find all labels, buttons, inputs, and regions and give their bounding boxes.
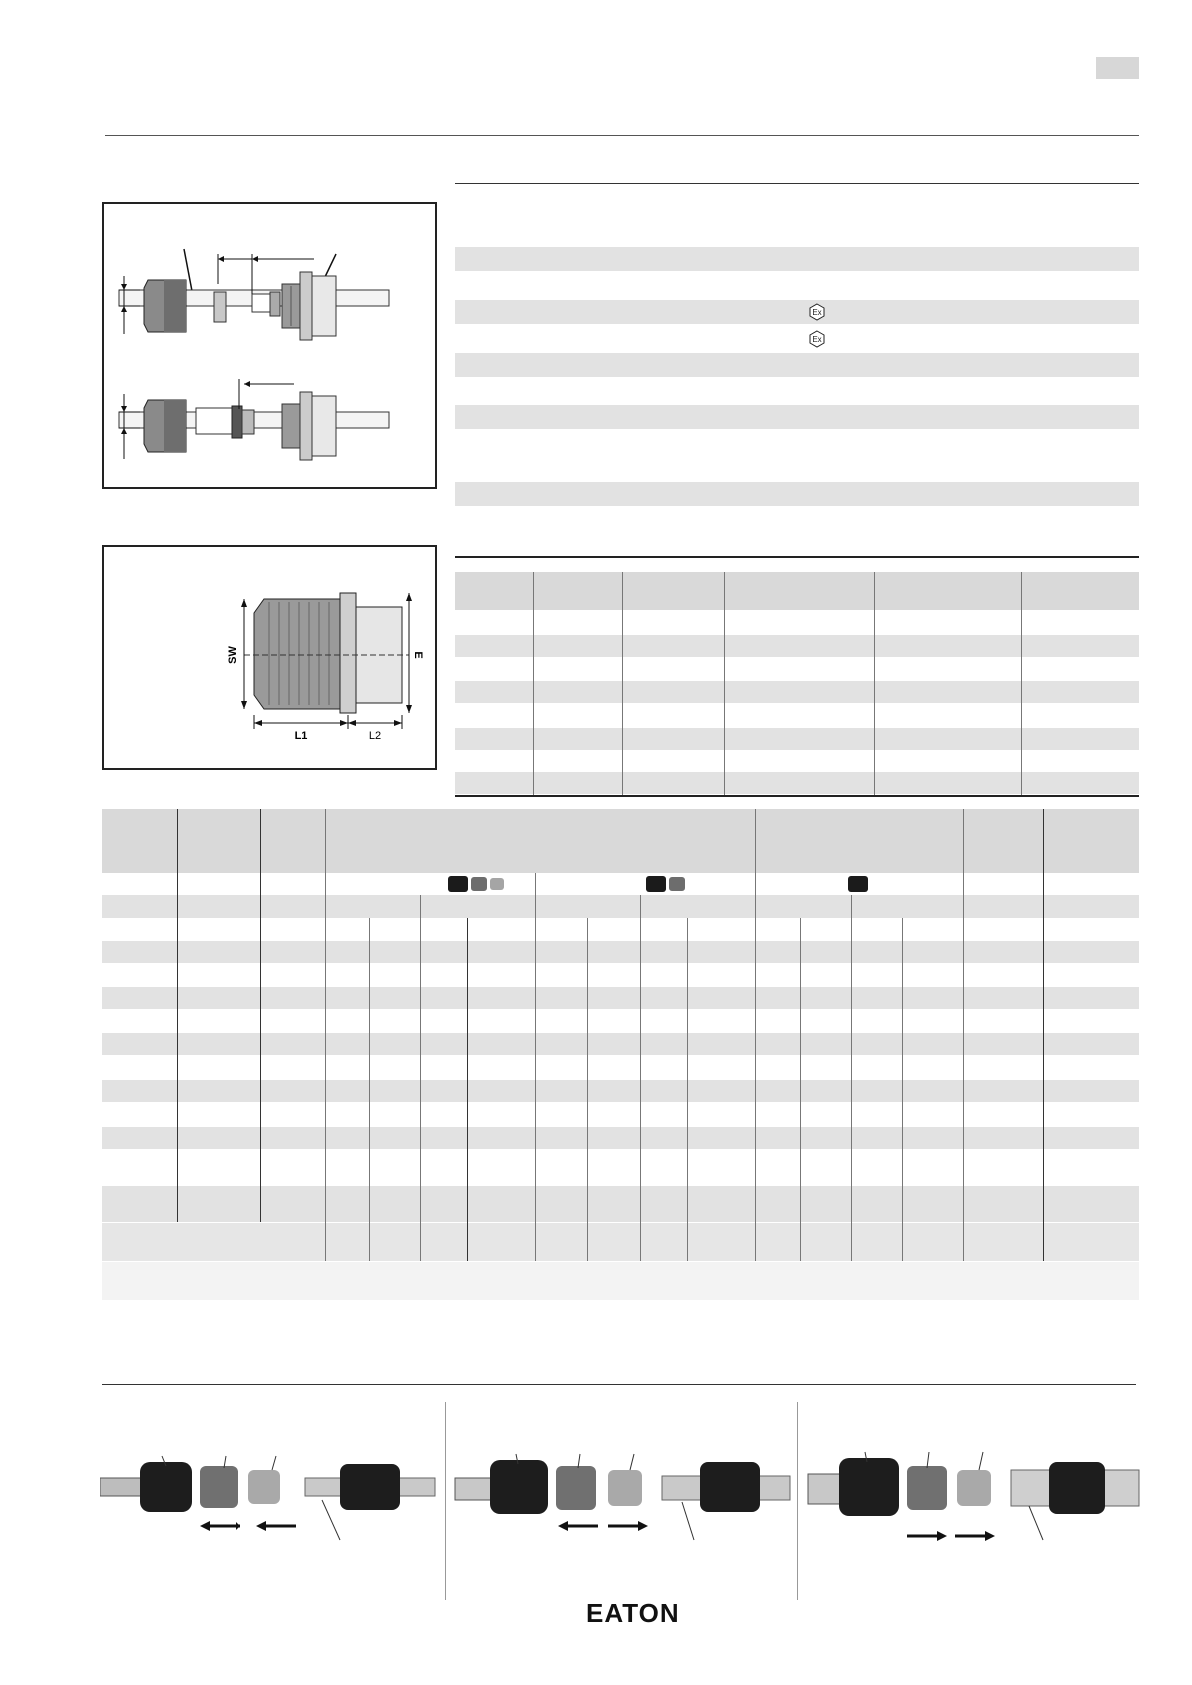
- mid-table-col-divider: [622, 572, 623, 795]
- mid-table-row-band: [455, 728, 1139, 750]
- mid-table-col-divider: [533, 572, 534, 795]
- mid-table-header-band: [455, 572, 1139, 610]
- ex-hexagon-icon: [808, 330, 826, 348]
- main-table-col-divider: [851, 895, 852, 1261]
- upper-table-row-band: [455, 247, 1139, 271]
- mid-table-col-divider: [1021, 572, 1022, 795]
- mid-table-row-band: [455, 635, 1139, 657]
- main-table-col-divider: [369, 918, 370, 1261]
- mid-table-row-band: [455, 772, 1139, 794]
- assembly-diagram: [104, 204, 435, 487]
- ex-hexagon-icon: [808, 303, 826, 321]
- dimension-l1-label: L1: [294, 730, 308, 742]
- seal-insertion-step-3: [803, 1440, 1143, 1550]
- header-rule: [105, 135, 1139, 136]
- mid-table-row-band: [455, 681, 1139, 703]
- mid-table-col-divider: [724, 572, 725, 795]
- main-table-col-divider: [902, 918, 903, 1261]
- main-table-col-divider: [800, 918, 801, 1261]
- dimension-sw-label: SW: [227, 646, 239, 664]
- dimension-l2-label: L2: [368, 730, 382, 742]
- main-table-note-band: [102, 1262, 1139, 1300]
- main-table-row-band: [102, 1186, 1139, 1222]
- main-table-col-divider: [325, 809, 326, 1261]
- seal-insert-pair-icon: [644, 873, 690, 895]
- upper-table-row-band: [455, 300, 1139, 324]
- ex-symbol-text: Ex: [812, 335, 822, 344]
- main-table-col-divider: [420, 895, 421, 1261]
- main-table-col-divider: [755, 809, 756, 1261]
- main-table-col-divider: [260, 809, 261, 1222]
- seal-insertion-step-2: [450, 1440, 795, 1550]
- seal-insertion-step-1: [100, 1440, 440, 1550]
- eaton-logo: EATON: [586, 1598, 680, 1628]
- main-table-col-divider: [963, 809, 964, 1261]
- illustration-divider: [797, 1402, 798, 1600]
- main-table-row-band: [102, 1127, 1139, 1149]
- main-table-col-divider: [687, 918, 688, 1261]
- illustration-divider: [445, 1402, 446, 1600]
- main-table-col-divider: [587, 918, 588, 1261]
- main-table-row-band: [102, 941, 1139, 963]
- upper-table-row-band: [455, 405, 1139, 429]
- upper-table-row-band: [455, 482, 1139, 506]
- seal-insert-single-icon: [846, 873, 870, 895]
- dimension-diagram-frame: [102, 545, 437, 770]
- main-table-footer-band: [102, 1223, 1139, 1261]
- main-table-col-divider: [467, 918, 468, 1261]
- main-table-row-band: [102, 895, 1139, 918]
- mid-table-bottom-rule: [455, 795, 1139, 797]
- mid-table-col-divider: [874, 572, 875, 795]
- main-table-row-band: [102, 1080, 1139, 1102]
- main-table-row-band: [102, 1033, 1139, 1055]
- upper-table-row-band: [455, 353, 1139, 377]
- main-table-col-divider: [1043, 809, 1044, 1261]
- assembly-diagram-frame: [102, 202, 437, 489]
- main-table-col-divider: [535, 873, 536, 1261]
- ex-symbol-text: Ex: [812, 308, 822, 317]
- seal-insert-set-icon: [446, 873, 508, 895]
- dimension-drawing: [104, 547, 435, 768]
- main-table-header-band: [102, 809, 1139, 873]
- mid-table-top-rule: [455, 556, 1139, 558]
- illustration-section-rule: [102, 1384, 1136, 1385]
- main-table-col-divider: [640, 895, 641, 1261]
- main-table-row-band: [102, 987, 1139, 1009]
- upper-table-top-rule: [455, 183, 1139, 184]
- main-table-col-divider: [177, 809, 178, 1222]
- page-tab-marker: [1096, 57, 1139, 79]
- dimension-e-label: E: [412, 651, 424, 659]
